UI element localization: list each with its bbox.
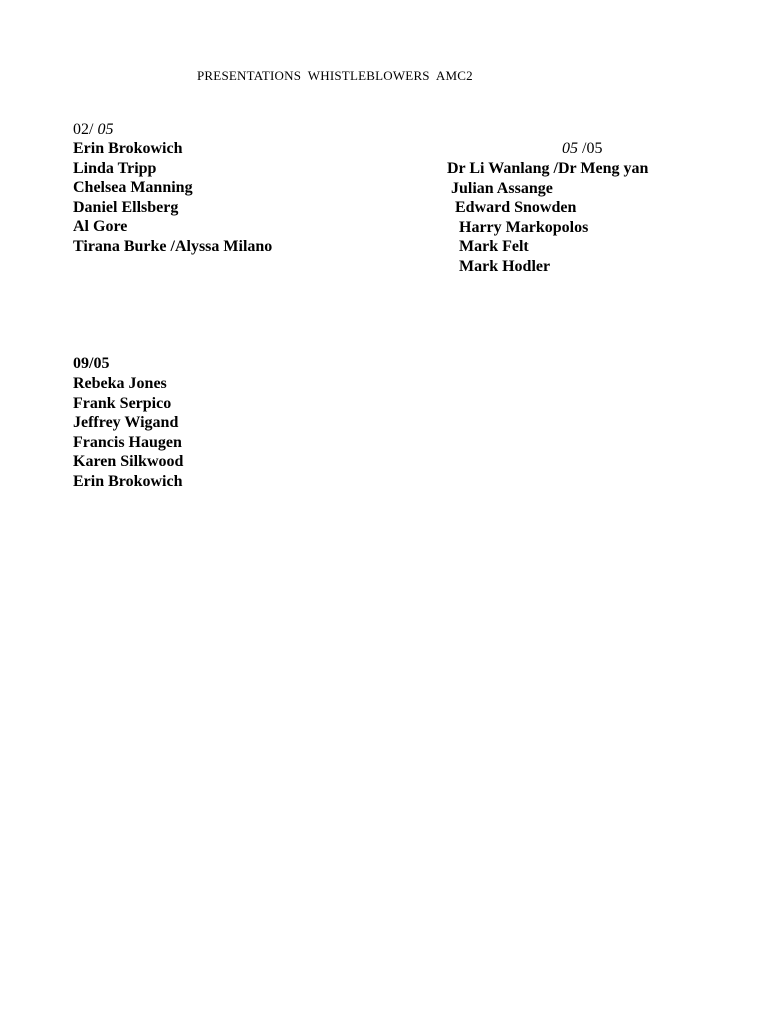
session-3-presenter-list <box>73 374 183 492</box>
session-2-presenter-list <box>447 159 648 277</box>
session-2-date-day: 05 <box>562 140 578 157</box>
session-1-date-day: 02/ <box>73 121 94 138</box>
presenter-name: Linda Tripp <box>73 159 157 177</box>
presenter-name: Francis Haugen <box>73 433 182 451</box>
presenter-name: Karen Silkwood <box>73 453 184 471</box>
session-1-date <box>73 120 113 140</box>
presenter-name: Frank Serpico <box>73 394 172 412</box>
presenter-name: Erin Brokowich <box>73 472 183 490</box>
presenter-name: Edward Snowden <box>447 199 577 217</box>
presenter-name: Mark Felt <box>447 238 529 256</box>
presenter-name: Al Gore <box>73 218 128 236</box>
presenter-name: Daniel Ellsberg <box>73 198 179 216</box>
presenter-name: Tirana Burke /Alyssa Milano <box>73 237 273 255</box>
presenter-name: Chelsea Manning <box>73 179 193 197</box>
presenter-name: Dr Li Wanlang /Dr Meng yan <box>447 160 649 177</box>
session-2-date-month: /05 <box>578 140 603 157</box>
session-2-date <box>562 139 602 159</box>
presenter-name: Mark Hodler <box>447 257 551 275</box>
session-1-presenter-list <box>73 139 272 257</box>
presenter-name: Jeffrey Wigand <box>73 414 179 432</box>
document-title: PRESENTATIONS WHISTLEBLOWERS AMC2 <box>197 68 473 83</box>
session-1-date-month: 05 <box>97 121 114 138</box>
presenter-name: Rebeka Jones <box>73 375 167 392</box>
presenter-name: Erin Brokowich <box>73 140 183 157</box>
session-3-date: 09/05 <box>73 355 110 372</box>
presenter-name: Julian Assange <box>447 179 553 197</box>
presenter-name: Harry Markopolos <box>447 218 589 236</box>
